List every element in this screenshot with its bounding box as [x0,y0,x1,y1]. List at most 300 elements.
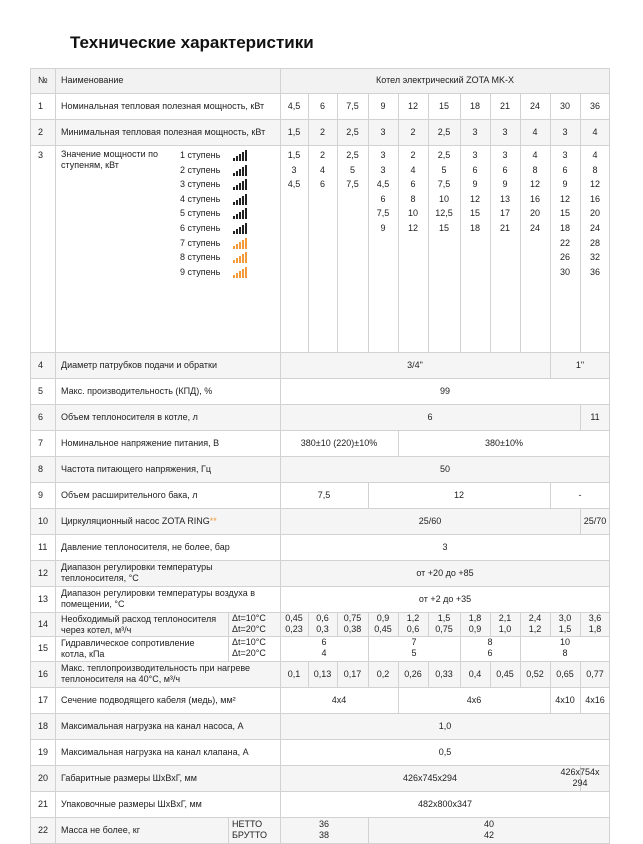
flow-value: 2,4 [528,613,542,623]
signal-bar [236,273,238,278]
heat-output-value: 0,17 [343,669,362,679]
row-name: Номинальная тепловая полезная мощность, кВт [61,101,265,111]
stage-value: 12 [407,223,418,233]
value: 50 [439,464,450,474]
stage-value: 8 [410,194,416,204]
value: 3/4" [407,360,423,370]
value: 3 [442,542,448,552]
power-value: 24 [529,101,540,111]
condition-label: Δt=20°С [232,648,266,658]
row-name-line: ступеням, кВт [61,160,119,170]
stage-value: 24 [529,223,540,233]
heat-output-value: 0,1 [287,669,301,679]
stage-value: 3 [502,150,508,160]
signal-bar [233,246,235,249]
signal-bar [233,173,235,176]
signal-bar [245,150,247,161]
value: - [578,490,582,500]
row-name: Диаметр патрубков подачи и обратки [61,360,217,370]
col-divider [228,817,229,843]
row-name: Габаритные размеры ШхВхГ, мм [61,773,197,783]
stage-value: 16 [589,194,600,204]
stage-value: 15 [559,208,570,218]
stage-value: 18 [559,223,570,233]
flow-value: 0,75 [343,613,362,623]
stage-value: 5 [441,165,447,175]
stage-value: 6 [502,165,508,175]
stage-value: 12 [559,194,570,204]
row-num: 22 [38,825,49,835]
row-name-line: через котел, м³/ч [61,625,132,635]
signal-bars-icon [233,252,249,263]
min-power-value: 3 [472,127,478,137]
flow-value: 0,3 [316,624,329,634]
row-divider [30,352,610,353]
stage-label: 4 ступень [180,194,221,204]
signal-bar [242,152,244,161]
stage-value: 4,5 [376,179,390,189]
signal-bar [245,267,247,278]
stage-value: 3 [291,165,297,175]
signal-bars-icon [233,179,249,190]
stage-value: 20 [589,208,600,218]
min-power-value: 1,5 [287,127,301,137]
signal-bar [242,225,244,234]
row-num: 12 [38,568,49,578]
row-name-line: теплоносителя на 40°С, м³/ч [61,674,181,684]
flow-value: 0,45 [374,624,392,634]
resistance-value: 5 [411,648,417,658]
signal-bar [236,156,238,161]
stage-value: 21 [499,223,510,233]
row-name-line: теплоносителя, °С [61,573,139,583]
stage-value: 12 [469,194,480,204]
stage-value: 15 [469,208,480,218]
value: 4x10 [555,695,575,705]
row-divider [30,661,610,662]
power-value: 6 [319,101,325,111]
signal-bar [239,198,241,205]
row-name: Сечение подводящего кабеля (медь), мм² [61,695,236,705]
signal-bar [242,254,244,263]
value: 4x16 [585,695,605,705]
row-divider [30,560,610,561]
stage-value: 17 [499,208,510,218]
min-power-value: 3 [380,127,386,137]
signal-bar [245,223,247,234]
signal-bar [239,242,241,249]
flow-value: 1,8 [588,624,602,634]
heat-output-value: 0,45 [496,669,514,679]
stage-value: 6 [562,165,568,175]
row-divider [30,119,610,120]
signal-bar [239,183,241,190]
row-num: 9 [38,490,44,500]
power-value: 36 [589,101,600,111]
resistance-value: 4 [321,648,327,658]
specs-table [30,68,610,840]
power-value: 4,5 [287,101,301,111]
value: 0,5 [438,747,452,757]
flow-value: 1,2 [528,624,542,634]
resistance-value: 6 [321,637,327,647]
row-num: 18 [38,721,49,731]
row-num: 11 [38,542,48,552]
stage-value: 2 [410,150,416,160]
stage-value: 9 [502,179,508,189]
signal-bar [233,231,235,234]
stage-value: 9 [472,179,478,189]
signal-bars-icon [233,208,249,219]
row-divider [30,456,610,457]
resistance-value: 6 [487,648,493,658]
stage-value: 12 [589,179,600,189]
mass-value: 42 [483,830,494,840]
stage-value: 8 [592,165,598,175]
flow-value: 0,75 [435,624,453,634]
stage-value: 1,5 [287,150,301,160]
row-name-line: Необходимый расход теплоносителя [61,614,217,624]
value: 12 [453,490,464,500]
heat-output-value: 0,26 [404,669,422,679]
signal-bar [242,240,244,249]
row-divider [30,508,610,509]
stage-value: 3 [380,150,386,160]
row-num: 7 [38,438,44,448]
row-num: 19 [38,747,49,757]
flow-value: 1,5 [558,624,572,634]
flow-value: 0,9 [468,624,482,634]
row-divider [30,713,610,714]
flow-value: 0,45 [285,613,303,623]
power-value: 30 [559,101,570,111]
stage-value: 28 [589,238,600,248]
row-num: 10 [38,516,49,526]
stage-label: 5 ступень [180,208,221,218]
min-power-value: 4 [592,127,598,137]
stage-label: 8 ступень [180,252,221,262]
signal-bar [239,212,241,219]
stage-value: 32 [589,252,600,262]
row-name: Упаковочные размеры ШхВхГ, мм [61,799,202,809]
stage-label: 7 ступень [180,238,221,248]
value: 6 [427,412,433,422]
row-divider [30,586,610,587]
value: 380±10 (220)±10% [300,438,378,448]
value: 25/60 [418,516,442,526]
flow-value: 0,38 [343,624,362,634]
row-num: 17 [38,695,49,705]
stage-value: 4 [410,165,416,175]
row-name: Максимальная нагрузка на канал насоса, А [61,721,244,731]
row-divider [30,534,610,535]
row-num: 5 [38,386,44,396]
signal-bar [236,244,238,249]
row-name: Масса не более, кг [61,825,141,835]
signal-bar [236,200,238,205]
row-name-line: Значение мощности по [61,149,159,159]
stage-value: 20 [529,208,540,218]
signal-bar [242,269,244,278]
signal-bar [233,260,235,263]
stage-value: 26 [559,252,570,262]
signal-bar [233,158,235,161]
stage-value: 22 [559,238,570,248]
flow-value: 3,0 [558,613,572,623]
stage-value: 2,5 [346,150,359,160]
row-name: Объем теплоносителя в котле, л [61,412,198,422]
value: 7,5 [317,490,331,500]
stage-value: 6 [380,194,386,204]
row-num: 20 [38,773,49,783]
mass-value: 36 [318,819,329,829]
signal-bar [236,229,238,234]
signal-bar [236,185,238,190]
heat-output-value: 0,13 [313,669,332,679]
min-power-value: 4 [532,127,538,137]
header-num: № [38,75,48,85]
signal-bar [245,194,247,205]
row-num: 2 [38,127,44,137]
power-value: 15 [438,101,449,111]
signal-bar [242,210,244,219]
stage-value: 4 [532,150,538,160]
row-name: Макс. производительность (КПД), % [61,386,213,396]
row-name-line: Гидравлическое сопротивление [61,638,195,648]
row-divider [30,68,610,69]
mass-label: НЕТТО [232,819,263,829]
value: 4x6 [466,695,482,705]
signal-bar [245,179,247,190]
signal-bar [242,167,244,176]
stage-value: 18 [469,223,480,233]
row-divider [30,791,610,792]
signal-bars-icon [233,165,249,176]
stage-label: 1 ступень [180,150,221,160]
value: 4x4 [331,695,347,705]
stage-value: 2 [319,150,325,160]
power-value: 21 [499,101,510,111]
row-divider [30,817,610,818]
stage-value: 6 [319,179,325,189]
stage-value: 4,5 [287,179,301,189]
resistance-value: 7 [411,637,417,647]
stage-value: 9 [562,179,568,189]
resistance-value: 10 [559,637,570,647]
flow-value: 0,23 [285,624,303,634]
row-name-line: Макс. теплопроизводительность при нагреве [61,663,251,673]
row-divider [30,93,610,94]
signal-bar [239,256,241,263]
row-num: 14 [38,619,49,629]
stage-value: 3 [380,165,386,175]
signal-bars-icon [233,194,249,205]
value: 11 [590,412,600,422]
power-value: 9 [380,101,386,111]
stage-value: 8 [532,165,538,175]
min-power-value: 2 [410,127,416,137]
stage-label: 9 ступень [180,267,221,277]
signal-bar [245,252,247,263]
signal-bar [242,181,244,190]
heat-output-value: 0,65 [556,669,574,679]
flow-value: 0,6 [406,624,420,634]
stage-value: 10 [407,208,418,218]
signal-bar [239,227,241,234]
condition-label: Δt=20°С [232,624,266,634]
mass-value: 40 [483,819,494,829]
page-title: Технические характеристики [70,33,314,52]
flow-value: 1,2 [406,613,420,623]
stage-value: 7,5 [376,208,390,218]
row-num: 21 [38,799,49,809]
row-divider [30,430,610,431]
heat-output-value: 0,33 [435,669,453,679]
signal-bars-icon [233,150,249,161]
stage-value: 3 [562,150,568,160]
stage-value: 9 [380,223,386,233]
value: 294 [572,778,588,788]
value: 426x754x [560,767,600,777]
row-name: Циркуляционный насос ZOTA RING** [61,516,217,526]
signal-bar [239,169,241,176]
stage-value: 2,5 [437,150,451,160]
value: 426x745x294 [402,773,458,783]
row-num: 13 [38,594,49,604]
heat-output-value: 0,52 [526,669,544,679]
stage-value: 12,5 [435,208,453,218]
col-divider [30,68,31,843]
signal-bar [236,258,238,263]
stage-label: 6 ступень [180,223,221,233]
row-divider [30,765,610,766]
heat-output-value: 0,4 [468,669,482,679]
value: 25/70 [583,516,607,526]
stage-value: 7,5 [346,179,359,189]
power-value: 7,5 [346,101,359,111]
value: от +20 до +85 [416,568,474,578]
row-num: 8 [38,464,44,474]
signal-bar [239,271,241,278]
stage-value: 6 [410,179,416,189]
signal-bar [242,196,244,205]
signal-bar [245,238,247,249]
row-divider [30,378,610,379]
mass-value: 38 [318,830,329,840]
stage-value: 16 [529,194,540,204]
resistance-value: 8 [487,637,493,647]
footnote-mark: ** [209,516,217,526]
value: 380±10% [485,438,523,448]
stage-value: 24 [589,223,600,233]
min-power-value: 2,5 [437,127,451,137]
stage-value: 7,5 [437,179,451,189]
row-name-line: Диапазон регулировки температуры [61,562,213,572]
flow-value: 0,6 [316,613,329,623]
stage-value: 12 [529,179,540,189]
signal-bars-icon [233,267,249,278]
stage-value: 6 [472,165,478,175]
flow-value: 1,8 [468,613,482,623]
row-name-line: помещении, °С [61,599,125,609]
row-num: 3 [38,150,44,160]
row-name-line: Диапазон регулировки температуры воздуха в [61,588,255,598]
value: 99 [439,386,450,396]
flow-value: 3,6 [588,613,602,623]
signal-bar [233,275,235,278]
signal-bar [245,208,247,219]
row-divider [30,687,610,688]
col-divider [55,68,56,843]
signal-bars-icon [233,238,249,249]
heat-output-value: 0,77 [586,669,604,679]
row-name: Номинальное напряжение питания, В [61,438,220,448]
row-name-line: котла, кПа [61,649,105,659]
value: от +2 до +35 [418,594,472,604]
min-power-value: 3 [562,127,568,137]
stage-value: 4 [319,165,325,175]
power-value: 12 [407,101,418,111]
row-num: 16 [38,669,49,679]
min-power-value: 3 [502,127,508,137]
row-divider [30,739,610,740]
stage-value: 10 [438,194,449,204]
heat-output-value: 0,2 [376,669,390,679]
row-name: Минимальная тепловая полезная мощность, кВт [61,127,266,137]
stage-value: 3 [472,150,478,160]
value: 1" [575,360,585,370]
min-power-value: 2,5 [346,127,359,137]
value: 1,0 [438,721,452,731]
condition-label: Δt=10°С [232,613,266,623]
flow-value: 1,5 [437,613,451,623]
stage-value: 13 [499,194,510,204]
row-num: 4 [38,360,44,370]
power-value: 18 [469,101,480,111]
signal-bar [233,202,235,205]
row-name: Объем расширительного бака, л [61,490,198,500]
signal-bar [233,187,235,190]
flow-value: 0,9 [376,613,390,623]
stage-label: 3 ступень [180,179,221,189]
flow-value: 1,0 [498,624,512,634]
header-name: Наименование [61,75,124,85]
header-model: Котел электрический ZOTA MK-X [376,75,514,85]
stage-value: 30 [559,267,570,277]
stage-value: 36 [589,267,600,277]
signal-bar [236,214,238,219]
signal-bar [236,171,238,176]
flow-value: 2,1 [498,613,512,623]
mass-label: БРУТТО [232,830,268,840]
min-power-value: 2 [319,127,325,137]
signal-bar [245,165,247,176]
row-name: Максимальная нагрузка на канал клапана, А [61,747,249,757]
row-name: Давление теплоносителя, не более, бар [61,542,230,552]
row-divider [30,145,610,146]
row-divider [30,482,610,483]
resistance-value: 8 [562,648,568,658]
row-num: 15 [38,643,49,653]
row-num: 1 [38,101,44,111]
value: 482x800x347 [417,799,473,809]
signal-bar [233,216,235,219]
stage-value: 4 [592,150,598,160]
col-divider [228,612,229,661]
stage-value: 5 [349,165,355,175]
stage-value: 15 [438,223,449,233]
row-divider [30,404,610,405]
